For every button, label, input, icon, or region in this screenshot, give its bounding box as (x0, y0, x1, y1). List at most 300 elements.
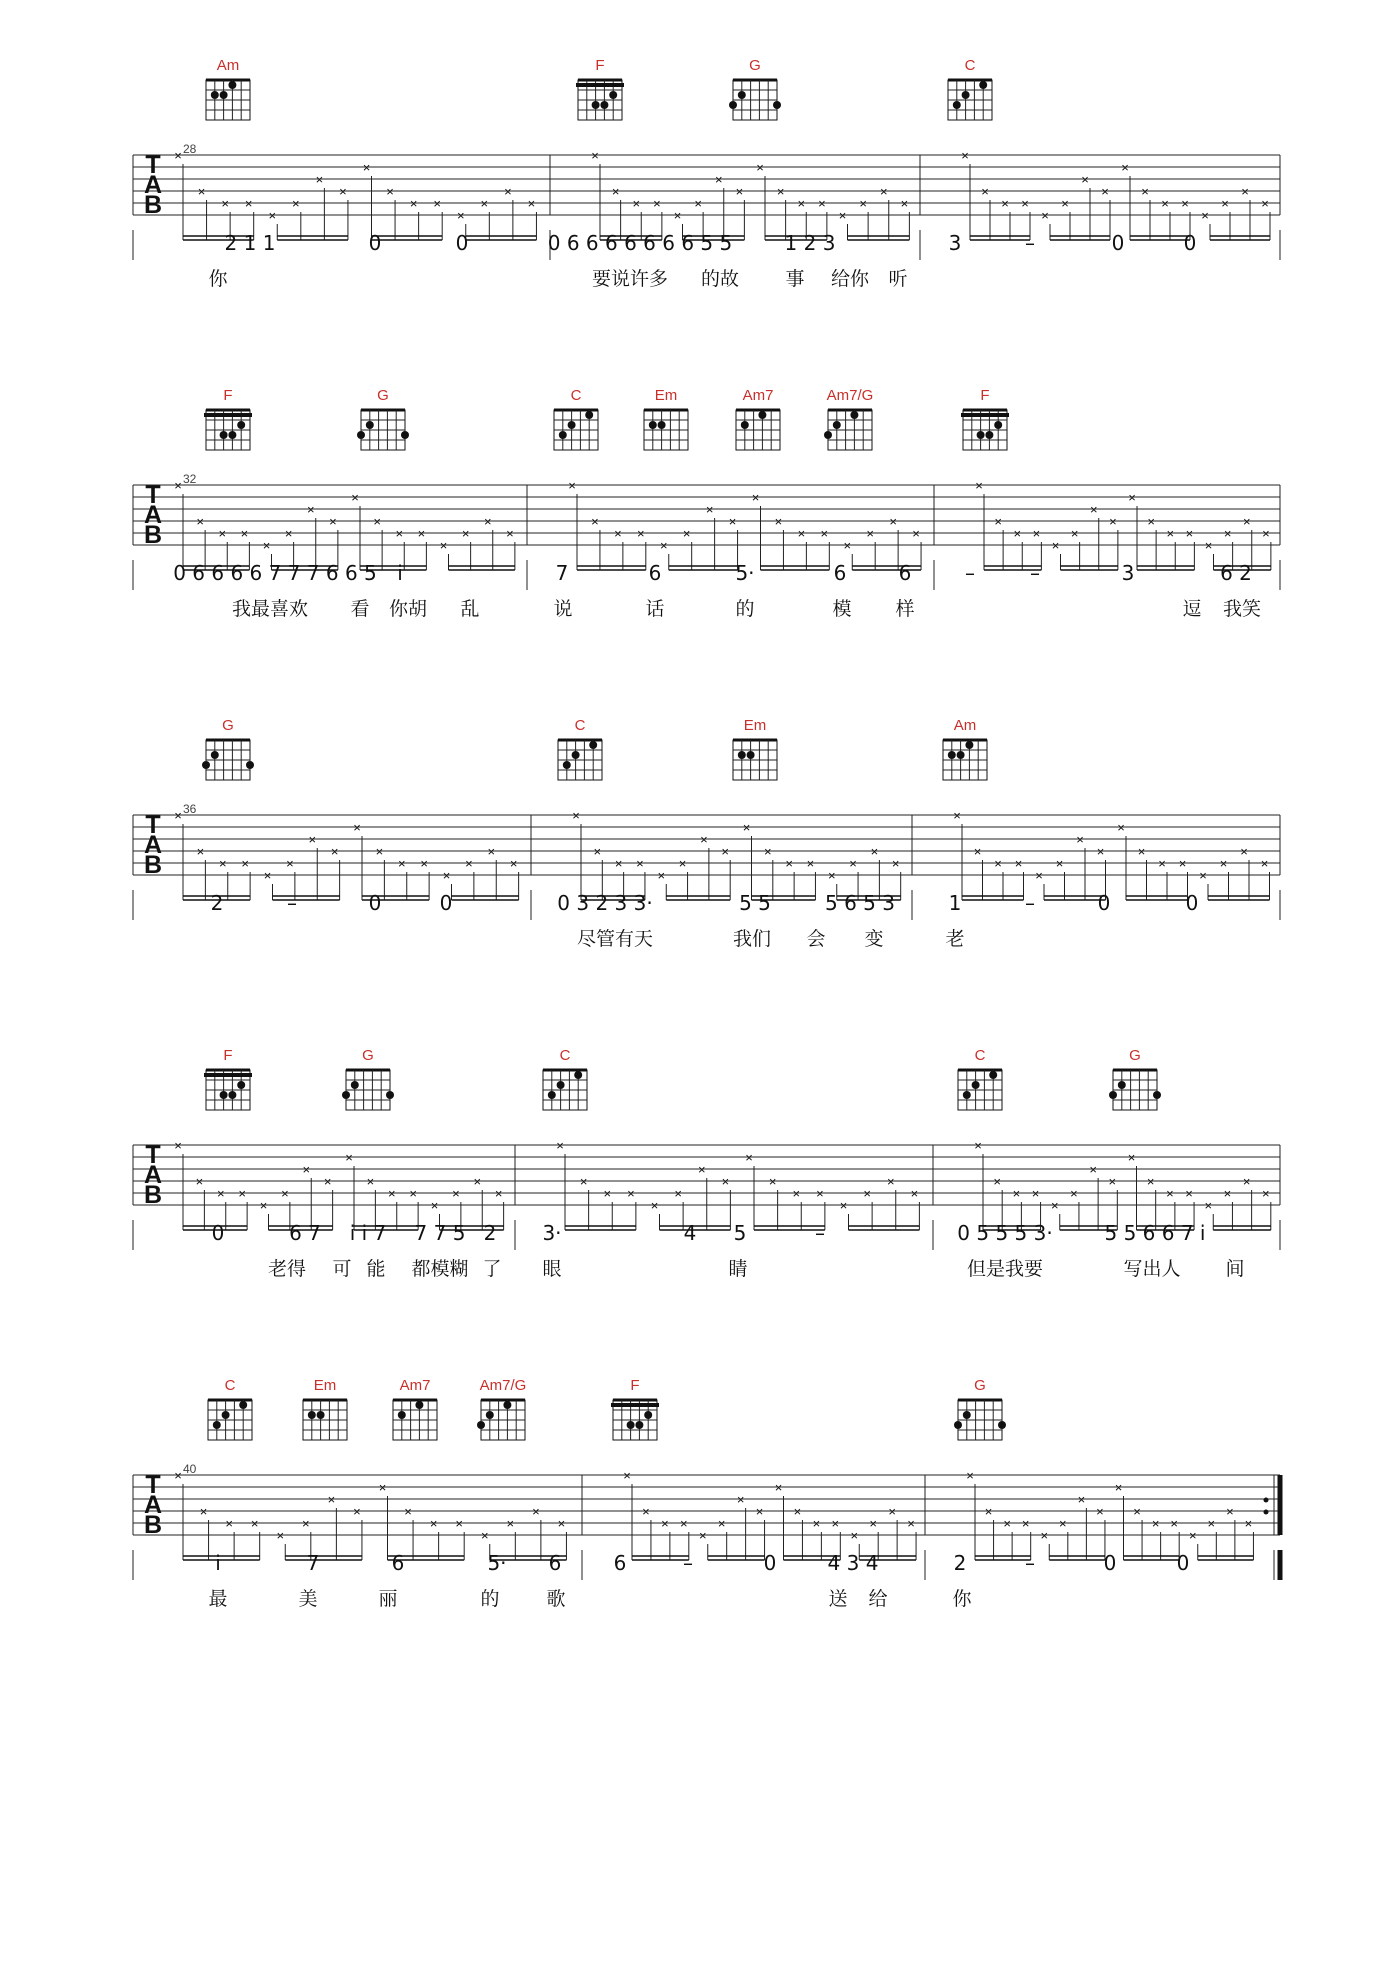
tab-mark: × (1166, 1186, 1174, 1201)
tab-mark: × (1204, 1198, 1213, 1213)
tab-mark: × (891, 856, 900, 871)
tab-staff (133, 472, 1280, 570)
notation-group: 2 (210, 891, 224, 915)
tab-mark: × (568, 478, 576, 493)
chord-diagram (558, 717, 602, 780)
chord-name: Am (216, 57, 240, 74)
tab-mark: × (556, 1138, 564, 1153)
notation-group: i (397, 561, 403, 585)
notation-group: 7 7 5 (414, 1221, 466, 1245)
tab-mark: × (1001, 196, 1009, 211)
chord-name: C (574, 717, 586, 734)
tab-mark: × (1050, 1198, 1059, 1213)
chord-name: G (222, 717, 234, 734)
tab-mark: × (839, 1198, 848, 1213)
tab-mark: × (659, 538, 668, 553)
lyric-word: 你胡 (388, 598, 428, 620)
tab-mark: × (306, 502, 315, 517)
tab-mark: × (1204, 538, 1213, 553)
tab-mark: × (812, 1516, 821, 1531)
tab-mark: × (1242, 1174, 1251, 1189)
tab-clef-a: A (143, 501, 163, 529)
tab-mark: × (375, 844, 384, 859)
notation-group: 1 (948, 891, 962, 915)
chord-name: G (749, 57, 761, 74)
tab-mark: × (351, 490, 359, 505)
tab-mark: × (480, 196, 489, 211)
chord-dot (965, 741, 973, 749)
tab-mark: × (966, 1468, 974, 1483)
tab-staff (133, 1138, 1280, 1230)
tab-mark: × (1035, 868, 1043, 883)
chord-diagram (202, 717, 254, 780)
lyric-word: 的 (480, 1588, 500, 1610)
lyric-word: 话 (645, 598, 665, 620)
tab-mark: × (953, 808, 961, 823)
chord-dot (211, 751, 219, 759)
chord-dot (758, 411, 766, 419)
chord-diagram (736, 387, 780, 450)
tab-mark: × (961, 148, 969, 163)
numbered-notation (133, 890, 1280, 920)
lyric-word: 睛 (728, 1258, 748, 1280)
chord-dot (592, 101, 600, 109)
tab-mark: × (1014, 856, 1023, 871)
tab-mark: × (879, 184, 888, 199)
tab-mark: × (984, 1504, 993, 1519)
chord-dot (559, 431, 567, 439)
lyric-word: 逗 (1182, 598, 1202, 620)
tab-mark: × (827, 868, 836, 883)
tab-mark: × (286, 856, 294, 871)
tab-mark: × (506, 526, 514, 541)
tab-mark: × (900, 196, 909, 211)
tab-mark: × (869, 1516, 877, 1531)
tab-mark: × (714, 172, 723, 187)
chord-name: F (223, 387, 233, 404)
chord-dot (824, 431, 832, 439)
tab-mark: × (1108, 1174, 1117, 1189)
tab-mark: × (1240, 844, 1248, 859)
tab-clef-b: B (143, 521, 163, 549)
chord-diagram (961, 387, 1009, 450)
tab-mark: × (579, 1174, 588, 1189)
tab-mark: × (1178, 856, 1187, 871)
tab-mark: × (650, 1198, 659, 1213)
lyric-word: 了 (482, 1258, 502, 1280)
chord-dot (202, 761, 210, 769)
tab-mark: × (1081, 172, 1089, 187)
tab-mark: × (1089, 502, 1098, 517)
tab-mark: × (700, 832, 708, 847)
tab-mark: × (315, 172, 324, 187)
tab-mark: × (593, 844, 602, 859)
tab-mark: × (1260, 856, 1269, 871)
chord-diagram (943, 717, 987, 780)
tab-mark: × (487, 844, 496, 859)
tab-clef-t: T (145, 151, 161, 179)
chord-dot (1153, 1091, 1161, 1099)
tab-mark: × (1077, 1492, 1086, 1507)
tab-mark: × (218, 856, 227, 871)
lyric-word: 但是我要 (966, 1258, 1044, 1280)
lyric-word: 美 (298, 1588, 318, 1610)
tab-mark: × (1262, 526, 1270, 541)
chord-dot (989, 1071, 997, 1079)
tab-mark: × (1109, 514, 1117, 529)
tab-mark: × (329, 514, 337, 529)
chord-dot (572, 751, 580, 759)
system-row-1 (133, 57, 1280, 290)
tab-mark: × (642, 1504, 650, 1519)
tab-mark: × (910, 1186, 919, 1201)
chord-dot (366, 421, 374, 429)
tab-mark: × (1137, 844, 1146, 859)
chord-name: F (223, 1047, 233, 1064)
notation-group: – (815, 1221, 825, 1245)
tab-mark: × (259, 1198, 268, 1213)
notation-group: 0 3 2 3 3· (557, 891, 653, 915)
chord-name: C (570, 387, 582, 404)
tab-mark: × (736, 1492, 745, 1507)
chord-name: C (559, 1047, 571, 1064)
chord-name: Am (953, 717, 977, 734)
tab-mark: × (572, 808, 580, 823)
lyric-word: 样 (895, 598, 915, 620)
tab-mark: × (673, 208, 682, 223)
chord-dot (833, 421, 841, 429)
tab-mark: × (174, 148, 182, 163)
tab-clef-b: B (143, 191, 163, 219)
repeat-dot (1264, 1510, 1269, 1515)
chord-dot (954, 1421, 962, 1429)
tab-mark: × (843, 538, 852, 553)
tab-mark: × (637, 526, 645, 541)
tab-mark: × (774, 1480, 783, 1495)
tab-mark: × (1041, 208, 1049, 223)
chord-dot (237, 1081, 245, 1089)
tab-mark: × (1070, 1186, 1078, 1201)
chord-diagram (357, 387, 409, 450)
notation-group: 0 (368, 891, 382, 915)
chord-dot (738, 91, 746, 99)
chord-dot (635, 1421, 643, 1429)
tab-mark: × (504, 184, 512, 199)
chord-dot (977, 431, 985, 439)
lyric-word: 送 (828, 1588, 848, 1610)
tab-mark: × (339, 184, 347, 199)
tab-mark: × (216, 1186, 225, 1201)
tab-mark: × (1021, 196, 1029, 211)
tab-mark: × (430, 1198, 439, 1213)
tab-mark: × (1223, 1186, 1232, 1201)
tab-mark: × (292, 196, 300, 211)
tab-mark: × (480, 1528, 489, 1543)
notation-group: 0 (1111, 231, 1125, 255)
tab-mark: × (276, 1528, 285, 1543)
tab-mark: × (1096, 1504, 1104, 1519)
chord-diagram (958, 1047, 1002, 1110)
tab-mark: × (532, 1504, 540, 1519)
chord-dot (644, 1411, 652, 1419)
tab-mark: × (776, 184, 785, 199)
chord-dot (228, 81, 236, 89)
chord-name: C (974, 1047, 986, 1064)
tab-mark: × (623, 1468, 631, 1483)
system-row-3 (133, 717, 1280, 950)
tab-mark: × (653, 196, 661, 211)
tab-mark: × (263, 868, 272, 883)
tab-mark: × (863, 1186, 871, 1201)
tab-mark: × (323, 1174, 332, 1189)
notation-group: 0 6 6 6 6 7 7 7 6 6 5 (173, 561, 377, 585)
tab-notes (174, 148, 1270, 240)
tab-mark: × (494, 1186, 503, 1201)
lyric-word: 间 (1225, 1258, 1245, 1280)
chord-dot (213, 1421, 221, 1429)
lyric-word: 可 (332, 1258, 352, 1280)
chord-diagram (954, 1377, 1006, 1440)
tab-mark: × (373, 514, 381, 529)
chord-dot (600, 101, 608, 109)
chord-diagram (477, 1377, 526, 1440)
notation-group: 6 (548, 1551, 562, 1575)
tab-mark: × (974, 1138, 982, 1153)
notation-group: 2 (953, 1551, 967, 1575)
lyric-word: 写出人 (1123, 1258, 1181, 1280)
tab-mark: × (680, 1516, 688, 1531)
tab-mark: × (240, 526, 249, 541)
tab-clef-t: T (145, 481, 161, 509)
tab-mark: × (433, 196, 441, 211)
tab-mark: × (1147, 514, 1155, 529)
chord-dot (563, 761, 571, 769)
tab-mark: × (1114, 1480, 1123, 1495)
tab-mark: × (174, 1468, 182, 1483)
notation-group: 5 5 6 6 7 i (1104, 1221, 1206, 1245)
tab-notes (174, 1138, 1271, 1230)
tab-mark: × (1146, 1174, 1155, 1189)
chord-dot (953, 101, 961, 109)
tab-mark: × (755, 1504, 764, 1519)
lyric-word: 你 (208, 268, 228, 290)
tab-mark: × (721, 1174, 730, 1189)
tab-mark: × (774, 514, 783, 529)
tab-mark: × (981, 184, 989, 199)
tab-clef-a: A (143, 171, 163, 199)
notation-group: 6 (898, 561, 912, 585)
tab-mark: × (1012, 1186, 1021, 1201)
tab-mark: × (195, 1174, 204, 1189)
tab-mark: × (728, 514, 737, 529)
chord-dot (627, 1421, 635, 1429)
chord-dot (957, 751, 965, 759)
notation-group: 0 (1176, 1551, 1190, 1575)
chord-name: F (595, 57, 605, 74)
chord-dot (729, 101, 737, 109)
tab-mark: × (404, 1504, 412, 1519)
tab-mark: × (1181, 196, 1189, 211)
lyric-word: 说 (553, 598, 573, 620)
tab-mark: × (1151, 1516, 1160, 1531)
lyrics-line (232, 598, 1261, 620)
tab-mark: × (1185, 1186, 1193, 1201)
tab-mark: × (1201, 208, 1209, 223)
tab-mark: × (1223, 526, 1232, 541)
chord-name: Am7/G (479, 1377, 527, 1394)
tab-mark: × (678, 856, 687, 871)
notation-group: 5 5 (739, 891, 771, 915)
tab-clef-b: B (143, 851, 163, 879)
tab-mark: × (721, 844, 729, 859)
tab-mark: × (387, 1186, 396, 1201)
chord-dot (1118, 1081, 1126, 1089)
tab-mark: × (797, 196, 806, 211)
lyric-word: 模 (832, 598, 852, 620)
tab-mark: × (409, 1186, 417, 1201)
tab-mark: × (831, 1516, 840, 1531)
tab-clef-a: A (143, 1161, 163, 1189)
tab-mark: × (420, 856, 428, 871)
tab-mark: × (353, 1504, 361, 1519)
tab-mark: × (174, 1138, 182, 1153)
chord-dot (963, 1091, 971, 1099)
tab-mark: × (557, 1516, 566, 1531)
notation-group: 0 (368, 231, 382, 255)
tab-clef-t: T (145, 811, 161, 839)
tab-mark: × (1226, 1504, 1234, 1519)
tab-mark: × (661, 1516, 669, 1531)
chord-dot (211, 91, 219, 99)
tab-mark: × (603, 1186, 612, 1201)
chord-dot (308, 1411, 316, 1419)
notation-group: – (1030, 561, 1040, 585)
notation-group: 0 (455, 231, 469, 255)
chord-dot (220, 431, 228, 439)
chord-name: Em (313, 1377, 337, 1394)
tab-mark: × (705, 502, 714, 517)
chord-dot (548, 1091, 556, 1099)
lyric-word: 眼 (542, 1258, 562, 1280)
notation-group: 6 (648, 561, 662, 585)
tab-mark: × (632, 196, 641, 211)
bar-number: 32 (183, 472, 197, 486)
tab-mark: × (284, 526, 293, 541)
tab-mark: × (302, 1516, 310, 1531)
tab-mark: × (994, 856, 1002, 871)
tab-mark: × (465, 856, 473, 871)
tab-mark: × (1207, 1516, 1216, 1531)
tab-mark: × (308, 832, 317, 847)
tab-mark: × (452, 1186, 460, 1201)
tab-mark: × (1199, 868, 1207, 883)
lyric-word: 丽 (378, 1588, 398, 1610)
chord-diagram (1109, 1047, 1161, 1110)
notation-group: i i 7 (349, 1221, 387, 1245)
notation-group: 6 (613, 1551, 627, 1575)
chord-dot (985, 431, 993, 439)
chord-dot (747, 751, 755, 759)
chord-dot (486, 1411, 494, 1419)
chord-dot (220, 1091, 228, 1099)
tab-mark: × (1031, 1186, 1040, 1201)
tab-mark: × (745, 1150, 753, 1165)
tab-mark: × (509, 856, 518, 871)
tab-mark: × (281, 1186, 289, 1201)
tab-mark: × (241, 856, 249, 871)
lyric-word: 会 (806, 928, 826, 950)
lyric-word: 能 (366, 1258, 386, 1280)
notation-group: 0 (211, 1221, 225, 1245)
tab-mark: × (818, 196, 826, 211)
chord-dot (317, 1411, 325, 1419)
lyric-word: 歌 (546, 1588, 566, 1610)
notation-group: 0 6 6 6 6 6 6 6 5 5 (547, 231, 733, 255)
tab-mark: × (611, 184, 620, 199)
notation-group: 4 (683, 1221, 697, 1245)
chord-dot (568, 421, 576, 429)
tab-mark: × (793, 1504, 802, 1519)
notation-group: 0 5 5 5 3· (957, 1221, 1053, 1245)
lyric-word: 变 (864, 928, 884, 950)
chord-dot (357, 431, 365, 439)
tab-mark: × (806, 856, 815, 871)
lyric-word: 看 (350, 598, 370, 620)
tab-mark: × (742, 820, 751, 835)
tab-mark: × (221, 196, 229, 211)
chord-name: G (377, 387, 389, 404)
chord-dot (228, 1091, 236, 1099)
notation-group: 6 2 (1220, 561, 1252, 585)
notation-group: 5· (735, 561, 755, 585)
tab-mark: × (1133, 1504, 1141, 1519)
tab-mark: × (1261, 196, 1269, 211)
tab-mark: × (674, 1186, 682, 1201)
tab-mark: × (1128, 490, 1136, 505)
chord-dot (589, 741, 597, 749)
tab-mark: × (1070, 526, 1079, 541)
tab-mark: × (764, 844, 772, 859)
chord-name: C (224, 1377, 236, 1394)
tab-mark: × (1032, 526, 1041, 541)
tab-mark: × (591, 514, 599, 529)
tab-mark: × (838, 208, 847, 223)
chord-name: F (630, 1377, 640, 1394)
chord-dot (342, 1091, 350, 1099)
tab-mark: × (395, 526, 404, 541)
notation-group: 3· (542, 1221, 562, 1245)
chord-dot (658, 421, 666, 429)
tab-mark: × (907, 1516, 915, 1531)
chord-dot (239, 1401, 247, 1409)
tab-mark: × (797, 526, 806, 541)
tab-notes (174, 808, 1269, 900)
chord-diagram (206, 57, 250, 120)
lyric-word: 给你 (830, 268, 870, 290)
notation-group: 1 2 3 (784, 231, 836, 255)
tab-mark: × (1161, 196, 1169, 211)
lyric-word: 事 (785, 268, 805, 290)
tab-mark: × (196, 514, 204, 529)
tab-mark: × (196, 844, 205, 859)
tab-mark: × (816, 1186, 824, 1201)
tab-mark: × (1121, 160, 1129, 175)
tab-mark: × (1188, 1528, 1197, 1543)
lyric-word: 都模糊 (411, 1258, 469, 1280)
tab-clef-t: T (145, 1141, 161, 1169)
tab-mark: × (483, 514, 492, 529)
tab-mark: × (197, 184, 206, 199)
